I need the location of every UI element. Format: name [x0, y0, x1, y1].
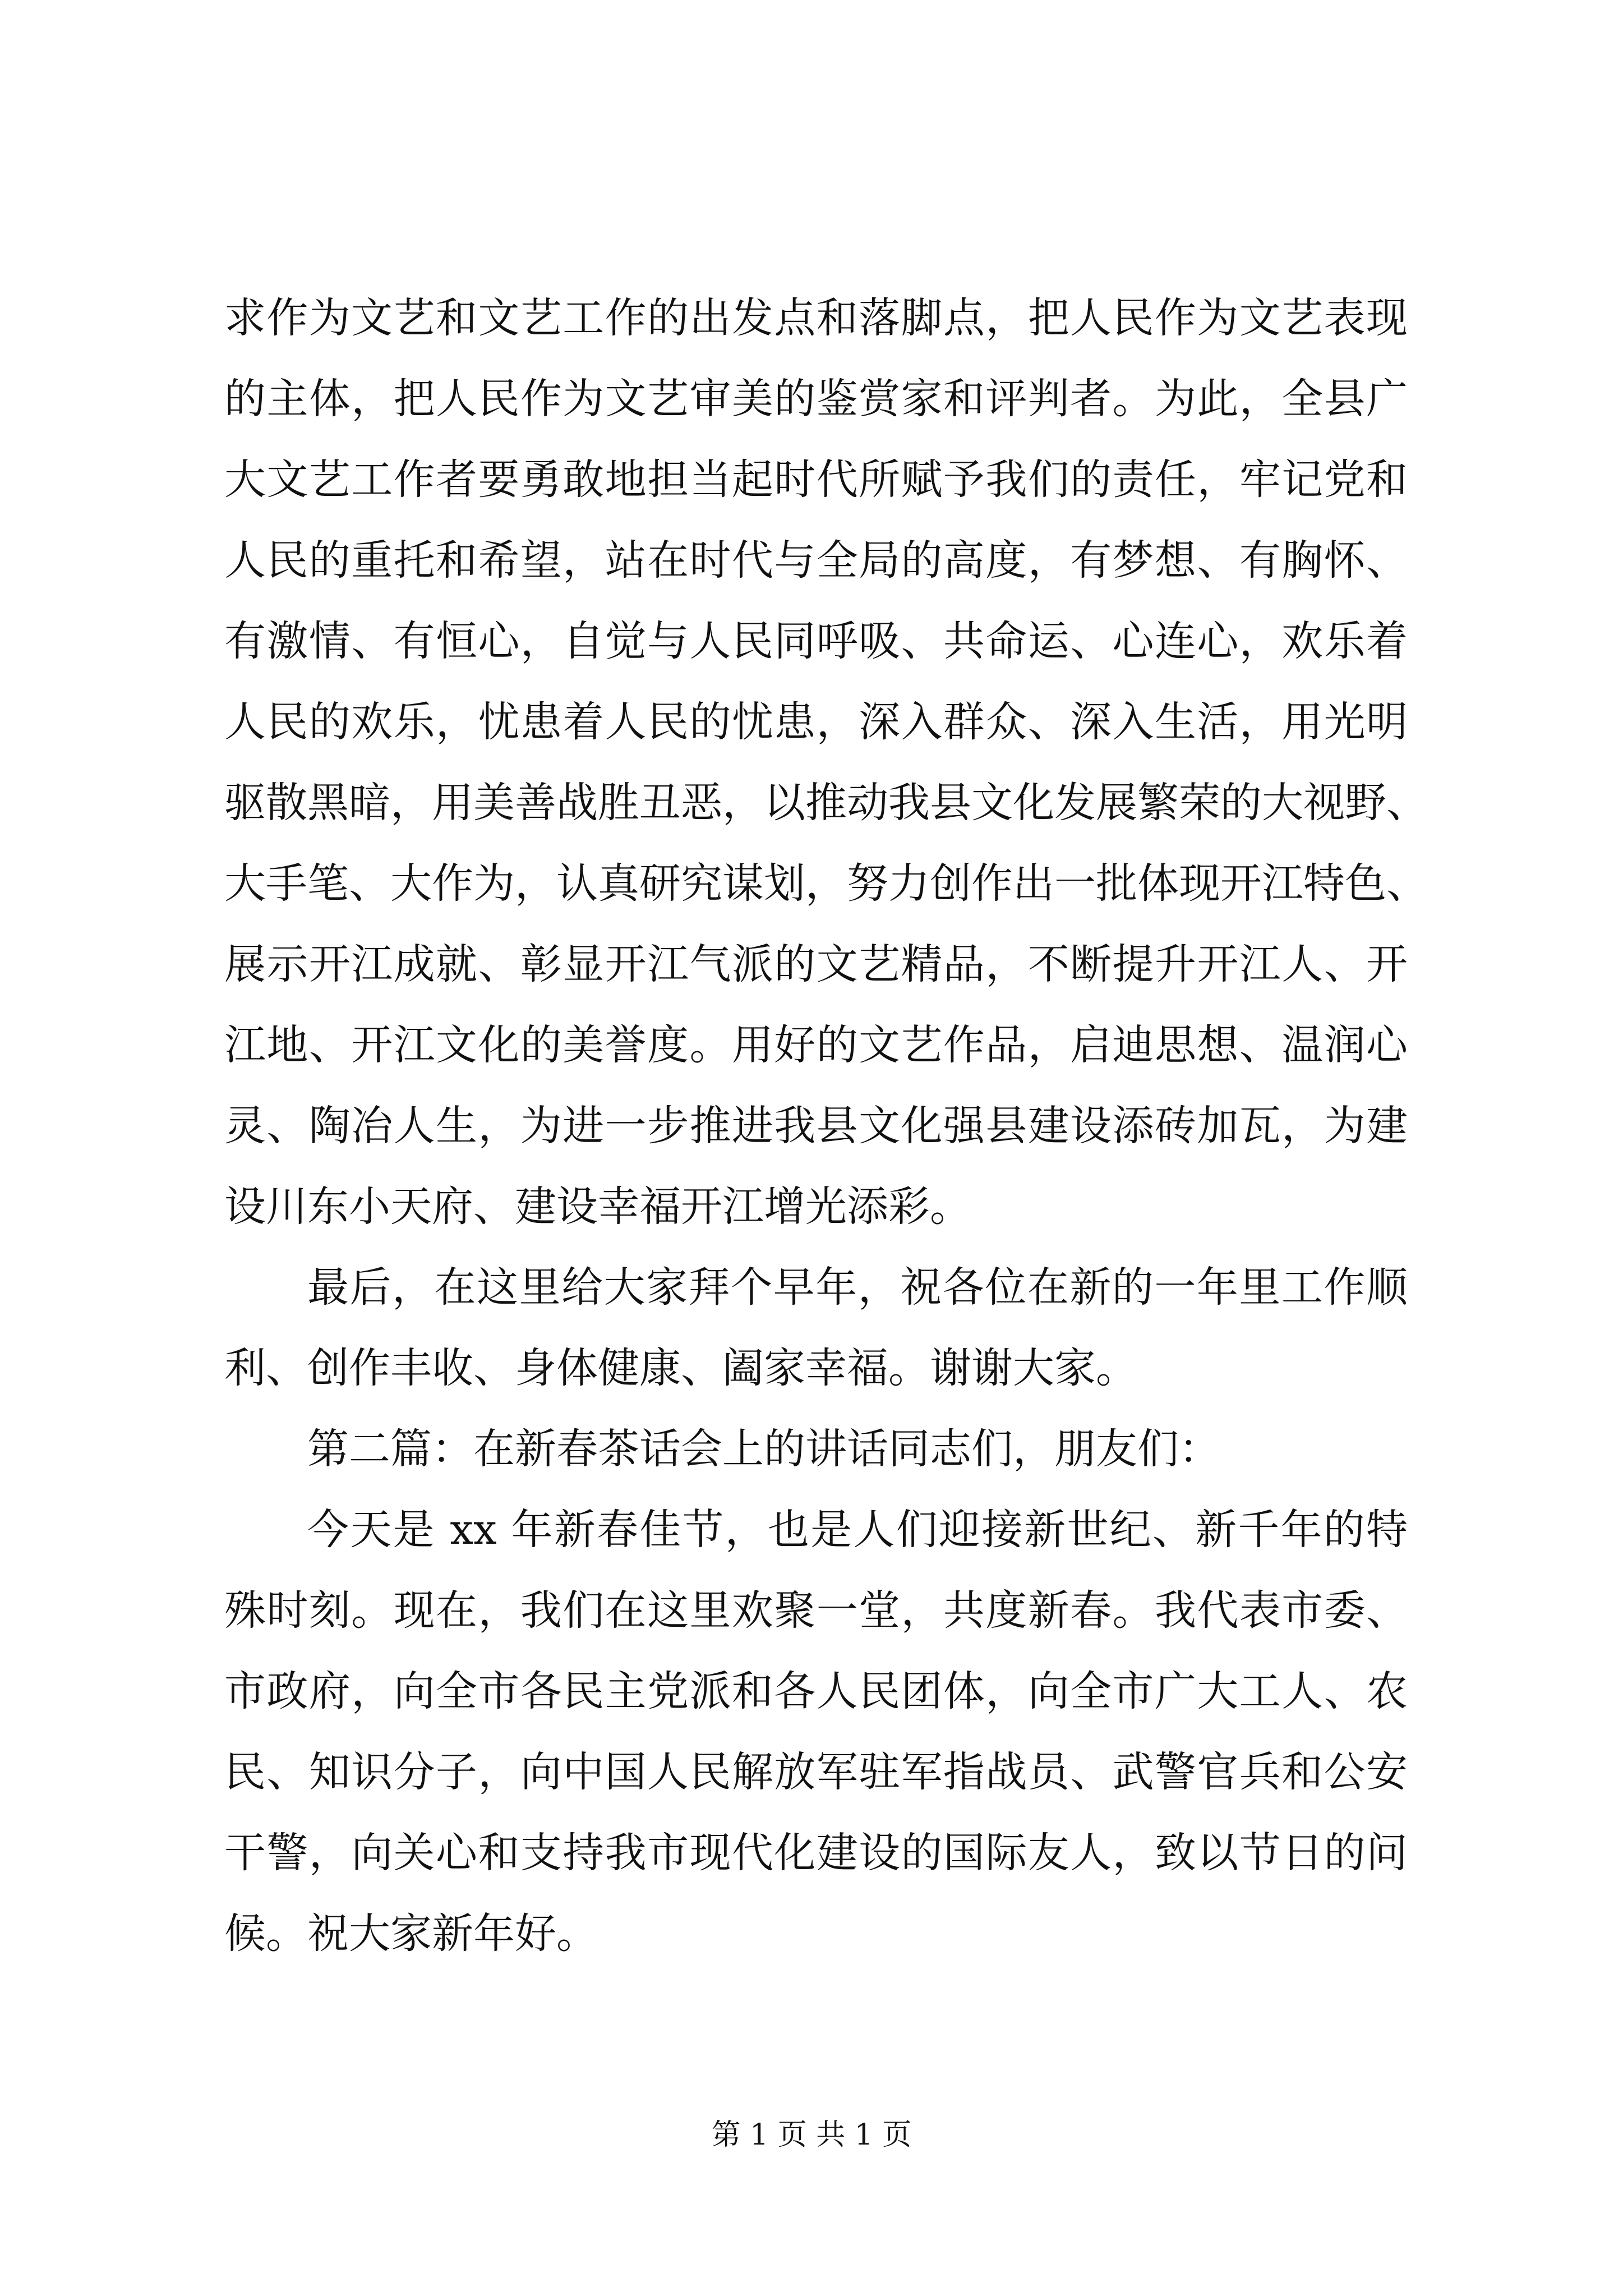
paragraph-line: 市政府，向全市各民主党派和各人民团体，向全市广大工人、农 — [224, 1667, 1408, 1715]
paragraph-line: 驱散黑暗，用美善战胜丑恶，以推动我县文化发展繁荣的大视野、 — [224, 779, 1428, 827]
paragraph-line: 有激情、有恒心，自觉与人民同呼吸、共命运、心连心，欢乐着 — [224, 617, 1408, 665]
paragraph-line: 殊时刻。现在，我们在这里欢聚一堂，共度新春。我代表市委、 — [224, 1586, 1408, 1635]
paragraph-line: 最后，在这里给大家拜个早年，祝各位在新的一年里工作顺 — [307, 1263, 1408, 1312]
paragraph-line: 干警，向关心和支持我市现代化建设的国际友人，致以节日的问 — [224, 1829, 1408, 1877]
paragraph-line: 大文艺工作者要勇敢地担当起时代所赋予我们的责任，牢记党和 — [224, 455, 1408, 504]
paragraph-line: 今天是 xx 年新春佳节，也是人们迎接新世纪、新千年的特 — [307, 1506, 1408, 1554]
paragraph-line: 利、创作丰收、身体健康、阖家幸福。谢谢大家。 — [224, 1344, 1137, 1392]
paragraph-line: 大手笔、大作为，认真研究谋划，努力创作出一批体现开江特色、 — [224, 859, 1428, 908]
paragraph-line: 江地、开江文化的美誉度。用好的文艺作品，启迪思想、温润心 — [224, 1021, 1408, 1069]
paragraph-line: 人民的重托和希望，站在时代与全局的高度，有梦想、有胸怀、 — [224, 536, 1408, 585]
paragraph-line: 灵、陶冶人生，为进一步推进我县文化强县建设添砖加瓦，为建 — [224, 1102, 1408, 1150]
paragraph-line: 人民的欢乐，忧患着人民的忧患，深入群众、深入生活，用光明 — [224, 698, 1408, 746]
paragraph-line: 候。祝大家新年好。 — [224, 1910, 598, 1958]
paragraph-line: 民、知识分子，向中国人民解放军驻军指战员、武警官兵和公安 — [224, 1748, 1408, 1796]
paragraph-line: 求作为文艺和文艺工作的出发点和落脚点，把人民作为文艺表现 — [224, 294, 1408, 342]
paragraph-line: 的主体，把人民作为文艺审美的鉴赏家和评判者。为此，全县广 — [224, 375, 1408, 423]
document-body — [224, 294, 1428, 1994]
page-footer: 第 1 页 共 1 页 — [711, 2118, 912, 2152]
paragraph-line: 展示开江成就、彰显开江气派的文艺精品，不断提升开江人、开 — [224, 940, 1408, 988]
section-heading: 第二篇：在新春茶话会上的讲话同志们，朋友们： — [307, 1425, 1220, 1473]
paragraph-line: 设川东小天府、建设幸福开江增光添彩。 — [224, 1182, 971, 1231]
